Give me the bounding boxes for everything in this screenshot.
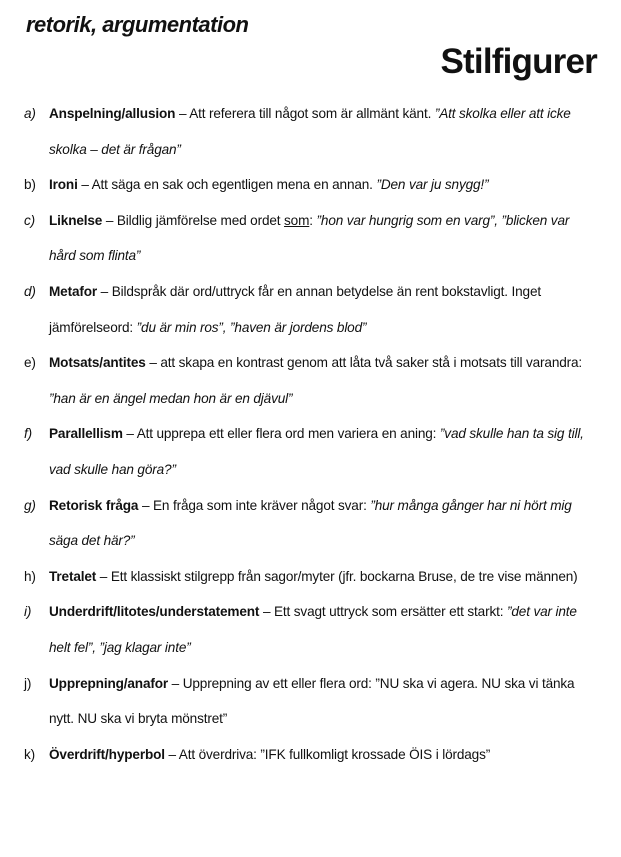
item-term: Överdrift/hyperbol bbox=[49, 746, 165, 762]
list-item bbox=[24, 488, 596, 559]
item-term: Upprepning/anafor bbox=[49, 675, 169, 691]
item-term: Tretalet bbox=[49, 568, 97, 584]
item-example: ”Att skolka eller att icke skolka – det är frågan” bbox=[49, 106, 571, 157]
item-letter: d) bbox=[24, 283, 36, 299]
item-letter: e) bbox=[24, 355, 36, 371]
item-letter: a) bbox=[24, 106, 36, 121]
item-example: ”hon var hungrig som en varg”, ”blicken var hård som flinta” bbox=[49, 212, 570, 264]
item-letter: c) bbox=[24, 212, 36, 228]
item-example: ”du är min ros”, ”haven är jordens blod” bbox=[136, 319, 367, 335]
item-letter: h) bbox=[24, 568, 36, 584]
item-term: Retorisk fråga bbox=[49, 497, 139, 513]
item-desc-2: : bbox=[309, 212, 317, 228]
item-desc: – Ett klassiskt stilgrepp från sagor/myter (jfr. bockarna Bruse, de tre vise männen) bbox=[96, 568, 578, 584]
list-item bbox=[24, 594, 596, 665]
item-underlined-word: som bbox=[284, 212, 310, 228]
item-desc: – Upprepning av ett eller flera ord: ”NU ska vi agera. NU ska vi tänka nytt. NU ska vi bryta mönstret” bbox=[49, 675, 575, 727]
item-term: Motsats/antites bbox=[49, 355, 146, 371]
item-letter: i) bbox=[24, 604, 32, 620]
item-example: ”det var inte helt fel”, ”jag klagar inte” bbox=[49, 604, 577, 655]
item-example: ”han är en ängel medan hon är en djävul” bbox=[49, 390, 293, 406]
item-letter: b) bbox=[24, 177, 36, 193]
list-item bbox=[24, 416, 596, 487]
item-example: ”vad skulle han ta sig till, vad skulle han göra?” bbox=[49, 426, 584, 477]
item-term: Anspelning/allusion bbox=[49, 106, 176, 121]
list-item bbox=[24, 274, 596, 345]
item-desc: – En fråga som inte kräver något svar: bbox=[138, 497, 371, 513]
item-desc: – Att referera till något som är allmänt känt. bbox=[175, 106, 435, 121]
list-item bbox=[24, 96, 596, 167]
item-desc: – Ett svagt uttryck som ersätter ett starkt: bbox=[259, 604, 507, 620]
item-desc: – Att säga en sak och egentligen mena en annan. bbox=[77, 177, 377, 193]
list-item bbox=[24, 559, 596, 595]
figure-list bbox=[24, 96, 596, 772]
item-example: ”Den var ju snygg!” bbox=[376, 177, 489, 193]
list-item bbox=[24, 203, 596, 274]
item-desc: – Bildlig jämförelse med ordet bbox=[102, 212, 285, 228]
item-desc: – Bildspråk där ord/uttryck får en annan betydelse än rent bokstavligt. Inget jämförelseord: bbox=[49, 283, 541, 335]
item-letter: j) bbox=[24, 675, 32, 691]
item-term: Metafor bbox=[49, 283, 98, 299]
item-letter: g) bbox=[24, 497, 36, 513]
page-title: Stilfigurer bbox=[440, 42, 597, 81]
item-desc: – att skapa en kontrast genom att låta två saker stå i motsats till varandra: bbox=[145, 355, 583, 371]
header-topic: retorik, argumentation bbox=[26, 12, 249, 37]
item-desc: – Att upprepa ett eller flera ord men variera en aning: bbox=[122, 426, 440, 442]
item-example: ”hur många gånger har ni hört mig säga det här?” bbox=[49, 497, 572, 549]
list-item bbox=[24, 345, 596, 416]
list-item bbox=[24, 737, 596, 773]
item-term: Ironi bbox=[49, 177, 78, 193]
item-desc: – Att överdriva: ”IFK fullkomligt krossade ÖIS i lördags” bbox=[164, 746, 491, 762]
item-term: Liknelse bbox=[49, 212, 103, 228]
list-item bbox=[24, 666, 596, 737]
item-letter: k) bbox=[24, 746, 36, 762]
item-term: Underdrift/litotes/understatement bbox=[49, 604, 260, 620]
item-term: Parallellism bbox=[49, 426, 123, 442]
item-letter: f) bbox=[24, 426, 33, 442]
list-item bbox=[24, 167, 596, 203]
